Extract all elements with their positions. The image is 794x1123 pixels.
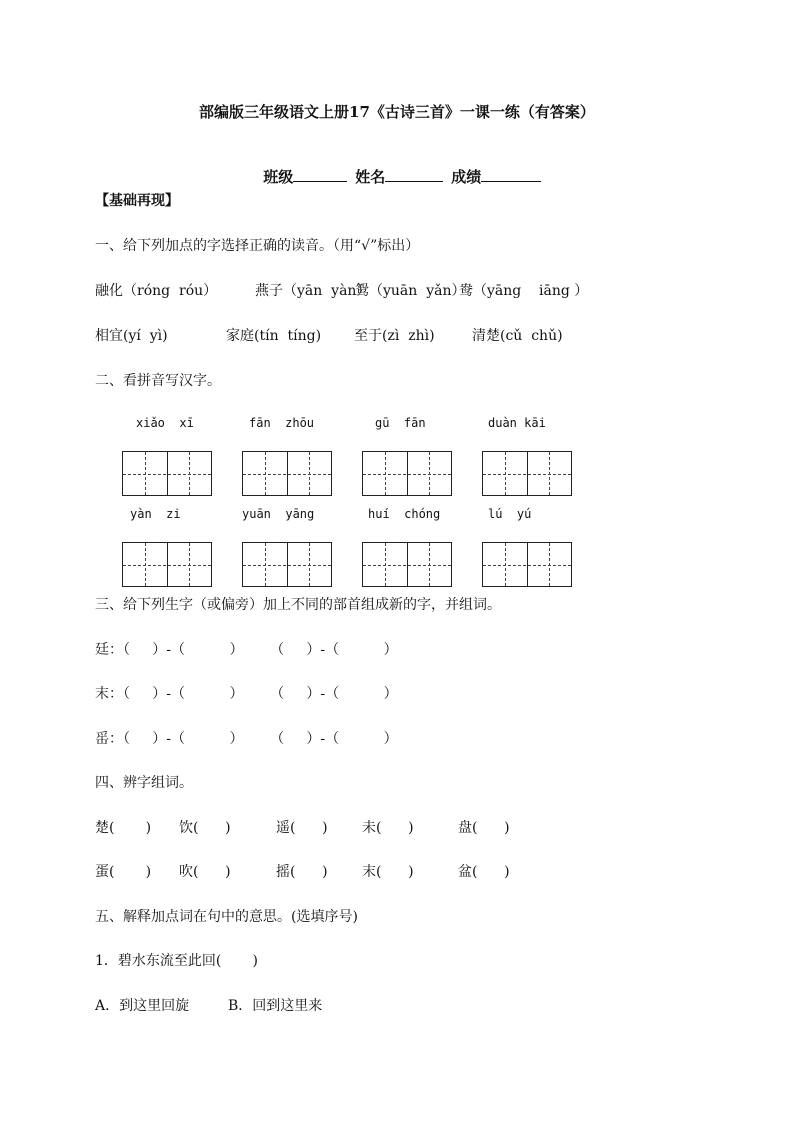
- q1-item: 鸳（yuān yǎn）: [355, 283, 466, 299]
- q3-char: 廷: [95, 642, 109, 658]
- q4-item: 楚( ): [95, 820, 152, 836]
- q4-heading: 四、辨字组词。: [95, 775, 193, 791]
- pinyin-label: yuān yāng: [242, 507, 315, 521]
- pinyin-label: xiǎo xī: [136, 416, 194, 430]
- page-title: 部编版三年级语文上册17《古诗三首》一课一练（有答案）: [199, 103, 595, 121]
- writing-grid[interactable]: [362, 542, 452, 587]
- q1-item: 清楚(cǔ chǔ): [472, 328, 563, 344]
- q4-item: 末( ): [362, 864, 414, 880]
- writing-grid[interactable]: [242, 451, 332, 496]
- pinyin-label: huí chóng: [368, 507, 441, 521]
- q3-blanks: ：（ ）-（ ） （ ）-（ ）: [109, 731, 398, 747]
- writing-grid[interactable]: [122, 542, 212, 587]
- q4-item: 遥( ): [276, 820, 328, 836]
- q1-heading: 一、给下列加点的字选择正确的读音。（用“√”标出）: [95, 238, 420, 254]
- writing-grid[interactable]: [362, 451, 452, 496]
- q5-option: A．到这里回旋: [95, 998, 190, 1014]
- q2-heading: 二、看拼音写汉字。: [95, 373, 221, 389]
- q3-blanks: ：（ ）-（ ） （ ）-（ ）: [109, 642, 398, 658]
- q1-item: 家庭(tín tíng): [226, 328, 322, 344]
- writing-grid[interactable]: [122, 451, 212, 496]
- q4-item: 未( ): [362, 820, 414, 836]
- q5-item: 1．碧水东流至此回( ): [95, 953, 258, 969]
- writing-grid[interactable]: [482, 451, 572, 496]
- q1-item: 鸯（yāng iāng ）: [459, 283, 589, 299]
- pinyin-label: fān zhōu: [249, 416, 315, 430]
- q1-item: 燕子（yān yàn）: [255, 283, 371, 299]
- name-blank: [385, 180, 443, 182]
- q1-item: 至于(zì zhì): [354, 328, 435, 344]
- pinyin-label: duàn kāi: [488, 416, 546, 430]
- pinyin-label: gū fān: [375, 416, 426, 430]
- q3-heading: 三、给下列生字（或偏旁）加上不同的部首组成新的字，并组词。: [95, 597, 501, 613]
- q3-row: [95, 639, 398, 659]
- q3-char: 末: [95, 686, 109, 702]
- name-label: 姓名: [355, 168, 386, 186]
- q3-row: [95, 728, 398, 748]
- section-basic-heading: 【基础再现】: [95, 193, 179, 209]
- q4-item: 盘( ): [458, 820, 510, 836]
- q4-item: 摇( ): [276, 864, 328, 880]
- student-info-line: [0, 148, 794, 187]
- q3-row: [95, 683, 398, 703]
- q1-item: 融化（róng róu）: [95, 283, 218, 299]
- q5-option: B．回到这里来: [228, 998, 323, 1014]
- q5-heading: 五、解释加点词在句中的意思。(选填序号): [95, 909, 358, 925]
- class-blank: [293, 180, 347, 182]
- score-label: 成绩: [451, 168, 482, 186]
- class-label: 班级: [263, 168, 294, 186]
- q4-item: 蛋( ): [95, 864, 152, 880]
- pinyin-label: lú yú: [488, 507, 532, 521]
- q3-blanks: ：（ ）-（ ） （ ）-（ ）: [109, 686, 398, 702]
- q4-item: 吹( ): [179, 864, 231, 880]
- q4-item: 饮( ): [179, 820, 231, 836]
- q1-item: 相宜(yí yì): [95, 328, 168, 344]
- writing-grid[interactable]: [242, 542, 332, 587]
- writing-grid[interactable]: [482, 542, 572, 587]
- q4-item: 盆( ): [458, 864, 510, 880]
- pinyin-label: yàn zi: [130, 507, 181, 521]
- q3-char: 䍃: [95, 731, 109, 747]
- score-blank: [481, 180, 541, 182]
